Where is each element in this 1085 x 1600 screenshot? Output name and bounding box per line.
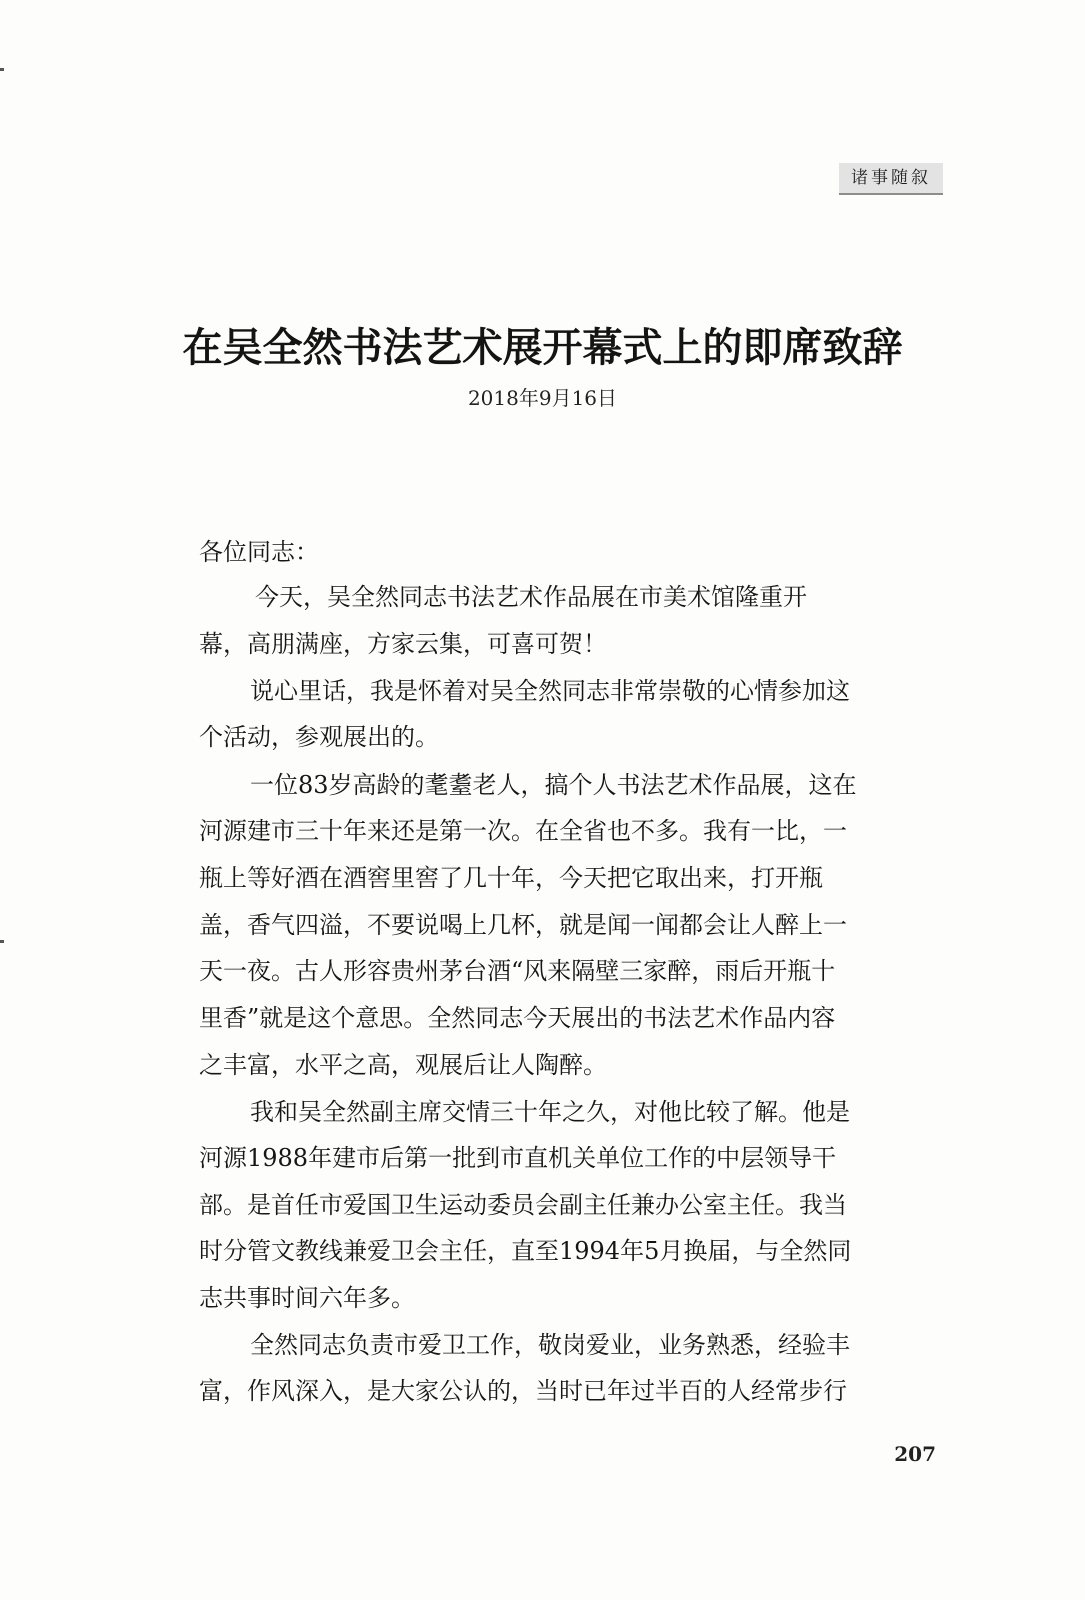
body-line: 全然同志负责市爱卫工作，敬岗爱业，业务熟悉，经验丰 — [250, 1331, 850, 1359]
body-line: 时分管文教线兼爱卫会主任，直至1994年5月换届，与全然同 — [199, 1237, 852, 1265]
body-line: 盖，香气四溢，不要说喝上几杯，就是闻一闻都会让人醉上一 — [199, 911, 847, 939]
body-line: 河源建市三十年来还是第一次。在全省也不多。我有一比，一 — [199, 817, 847, 845]
scan-edge-mark — [0, 940, 4, 943]
body-line: 今天，吴全然同志书法艺术作品展在市美术馆隆重开 — [255, 583, 807, 611]
body-line: 天一夜。古人形容贵州茅台酒“风来隔壁三家醉，雨后开瓶十 — [199, 957, 836, 985]
body-line: 富，作风深入，是大家公认的，当时已年过半百的人经常步行 — [199, 1377, 847, 1405]
article-date: 2018年9月16日 — [467, 386, 618, 410]
body-line: 个活动，参观展出的。 — [199, 723, 439, 751]
body-line: 河源1988年建市后第一批到市直机关单位工作的中层领导干 — [199, 1144, 837, 1172]
body-line: 之丰富，水平之高，观展后让人陶醉。 — [199, 1051, 607, 1079]
section-tag: 诸事随叙 — [839, 163, 943, 195]
page-number: 207 — [894, 1442, 936, 1466]
body-line: 我和吴全然副主席交情三十年之久，对他比较了解。他是 — [250, 1098, 850, 1126]
body-line: 幕，高朋满座，方家云集，可喜可贺！ — [199, 630, 607, 658]
article-title: 在吴全然书法艺术展开幕式上的即席致辞 — [182, 324, 903, 371]
body-line: 瓶上等好酒在酒窖里窖了几十年，今天把它取出来，打开瓶 — [199, 864, 823, 892]
body-line: 部。是首任市爱国卫生运动委员会副主任兼办公室主任。我当 — [199, 1191, 847, 1219]
salutation-line: 各位同志： — [199, 538, 319, 566]
body-line: 志共事时间六年多。 — [199, 1284, 415, 1312]
body-line: 说心里话，我是怀着对吴全然同志非常崇敬的心情参加这 — [250, 677, 850, 705]
scan-edge-mark — [0, 68, 4, 71]
body-line: 里香”就是这个意思。全然同志今天展出的书法艺术作品内容 — [199, 1004, 836, 1032]
body-line: 一位83岁高龄的耄耋老人，搞个人书法艺术作品展，这在 — [250, 771, 857, 799]
